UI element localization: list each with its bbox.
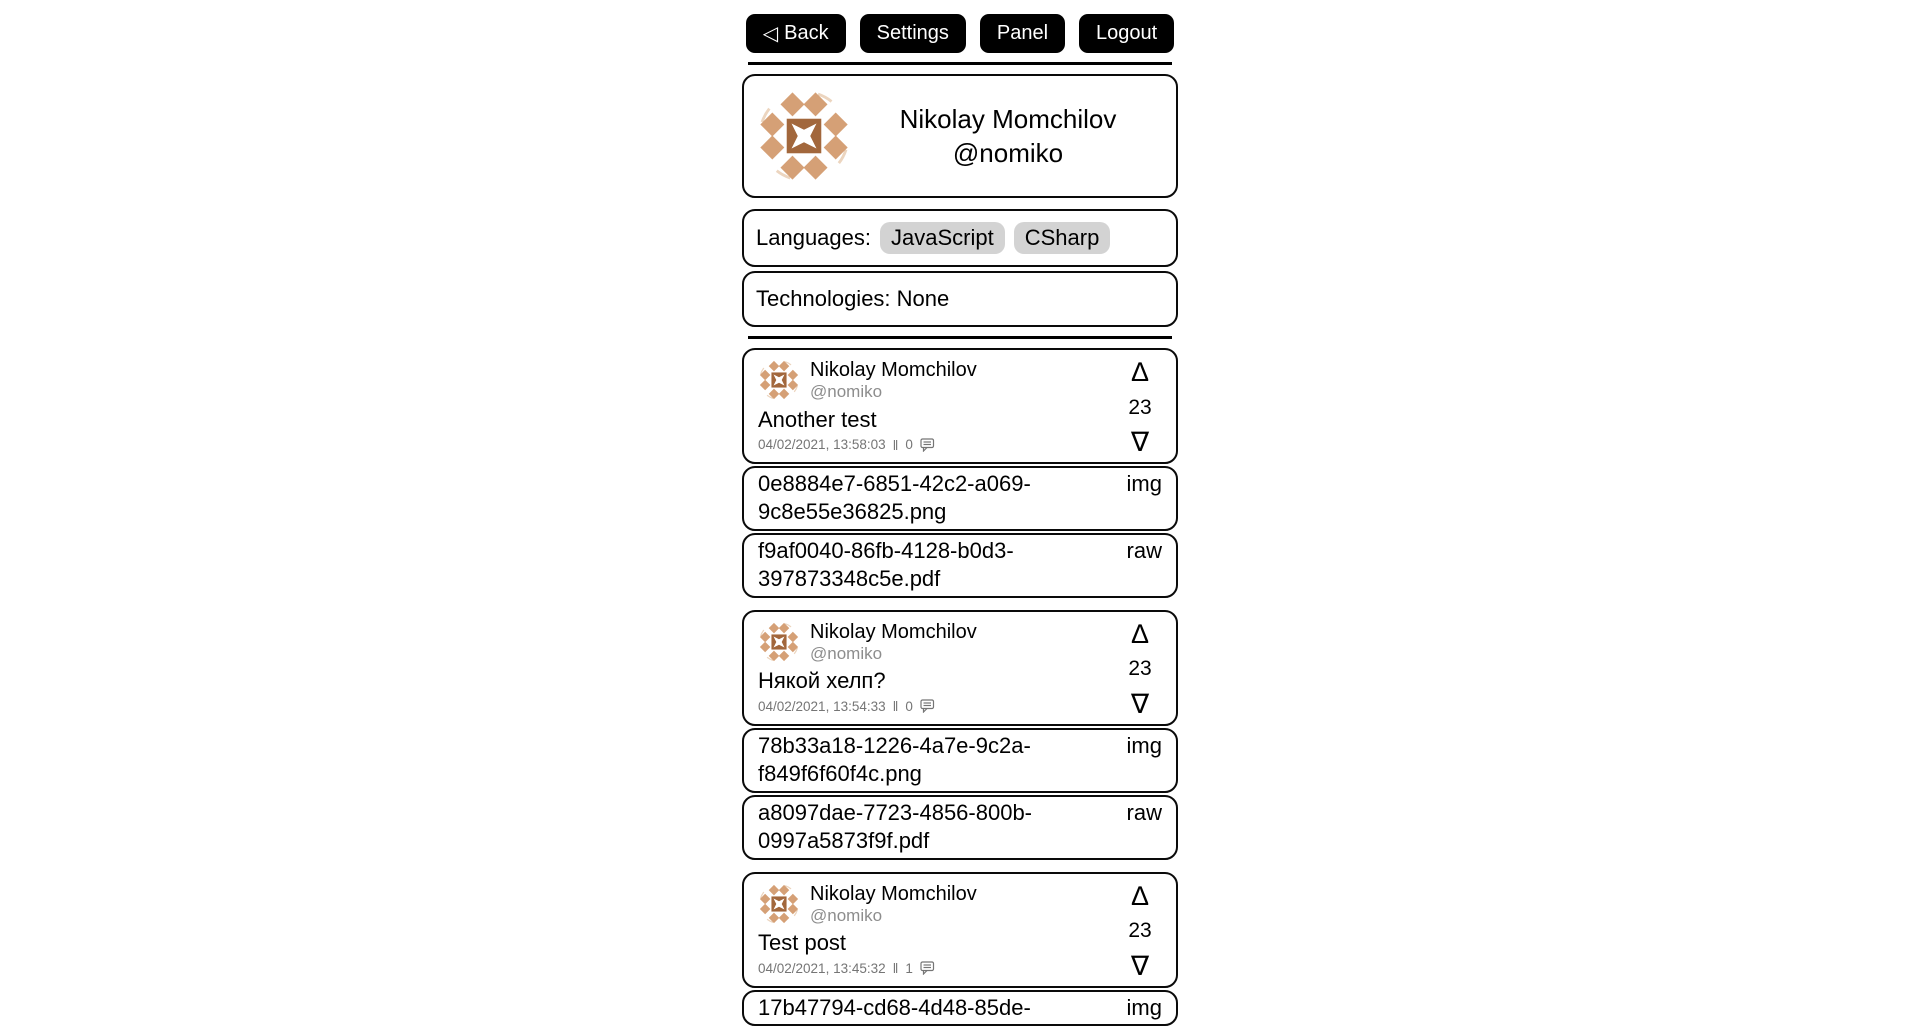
attachment-type-badge: img [1127,470,1162,498]
settings-button-label: Settings [877,22,949,45]
post-header [758,359,1114,402]
post-meta [758,437,1114,453]
post-author-handle: @nomiko [810,382,977,402]
attachments-list [742,990,1178,1026]
post-main [758,621,1114,718]
post-card[interactable] [742,348,1178,464]
settings-button[interactable] [860,14,966,53]
post-timestamp: 04/02/2021, 13:54:33 [758,699,886,714]
attachment-filename: f9af0040-86fb-4128-b0d3-397873348c5e.pdf [758,537,1127,593]
vote-column [1114,883,1166,980]
meta-separator: ‖ [893,698,899,714]
post-author-avatar [758,359,800,401]
post-title: Test post [758,930,1114,956]
post-group [742,348,1178,598]
attachments-list [742,728,1178,860]
logout-button-label: Logout [1096,22,1157,45]
post-author-avatar [758,883,800,925]
profile-name: Nikolay Momchilov [852,102,1164,136]
attachment-type-badge: img [1127,994,1162,1022]
post-timestamp: 04/02/2021, 13:58:03 [758,437,886,452]
post-title: Някой хелп? [758,668,1114,694]
comment-icon [920,438,935,452]
downvote-button[interactable]: ∇ [1131,691,1149,718]
vote-column [1114,621,1166,718]
back-arrow-icon: ◁ [763,21,778,46]
profile-avatar [756,88,852,184]
panel-button[interactable] [980,14,1065,53]
attachment-row[interactable] [742,728,1178,793]
attachment-filename: 0e8884e7-6851-42c2-a069-9c8e55e36825.png [758,470,1127,526]
logout-button[interactable] [1079,14,1174,53]
post-author-handle: @nomiko [810,906,977,926]
divider-top [748,62,1172,65]
downvote-button[interactable]: ∇ [1131,429,1149,456]
attachments-list [742,466,1178,598]
vote-count: 23 [1128,657,1151,681]
languages-label: Languages: [756,225,871,251]
post-meta [758,698,1114,714]
downvote-button[interactable]: ∇ [1131,953,1149,980]
attachment-type-badge: raw [1127,799,1162,827]
attachment-row[interactable] [742,466,1178,531]
back-button-label: Back [784,22,828,45]
divider-posts [748,336,1172,339]
profile-handle: @nomiko [852,136,1164,170]
meta-separator: ‖ [893,437,899,453]
language-tags [880,222,1110,254]
post-card[interactable] [742,872,1178,988]
page-content [742,0,1178,1026]
post-author-names [810,621,977,664]
attachment-row[interactable] [742,795,1178,860]
technologies-card [742,271,1178,327]
upvote-button[interactable]: ∆ [1132,621,1149,648]
top-nav [742,14,1178,53]
vote-count: 23 [1128,919,1151,943]
attachment-filename: 17b47794-cd68-4d48-85de- [758,994,1127,1022]
post-author-name: Nikolay Momchilov [810,883,977,906]
post-group [742,610,1178,860]
languages-card [742,209,1178,267]
attachment-row[interactable] [742,533,1178,598]
attachment-filename: 78b33a18-1226-4a7e-9c2a-f849f6f60f4c.png [758,732,1127,788]
attachment-type-badge: img [1127,732,1162,760]
post-main [758,883,1114,980]
posts-list [742,348,1178,1026]
comment-icon [920,699,935,713]
profile-names [852,102,1164,171]
technologies-text: Technologies: None [756,286,949,312]
attachment-type-badge: raw [1127,537,1162,565]
post-timestamp: 04/02/2021, 13:45:32 [758,961,886,976]
upvote-button[interactable]: ∆ [1132,359,1149,386]
post-comment-count: 0 [905,699,913,714]
post-group [742,872,1178,1026]
post-card[interactable] [742,610,1178,726]
post-author-name: Nikolay Momchilov [810,621,977,644]
post-meta [758,960,1114,976]
language-tag: CSharp [1014,222,1111,254]
upvote-button[interactable]: ∆ [1132,883,1149,910]
post-header [758,883,1114,926]
post-main [758,359,1114,456]
panel-button-label: Panel [997,22,1048,45]
post-author-names [810,883,977,926]
profile-card [742,74,1178,198]
post-comment-count: 0 [905,437,913,452]
post-author-names [810,359,977,402]
post-author-name: Nikolay Momchilov [810,359,977,382]
language-tag: JavaScript [880,222,1005,254]
back-button[interactable] [746,14,846,53]
attachment-filename: a8097dae-7723-4856-800b-0997a5873f9f.pdf [758,799,1127,855]
post-author-avatar [758,621,800,663]
comment-icon [920,961,935,975]
vote-column [1114,359,1166,456]
post-title: Another test [758,407,1114,433]
meta-separator: ‖ [893,960,899,976]
vote-count: 23 [1128,396,1151,420]
post-author-handle: @nomiko [810,644,977,664]
post-comment-count: 1 [905,961,913,976]
post-header [758,621,1114,664]
attachment-row[interactable] [742,990,1178,1026]
